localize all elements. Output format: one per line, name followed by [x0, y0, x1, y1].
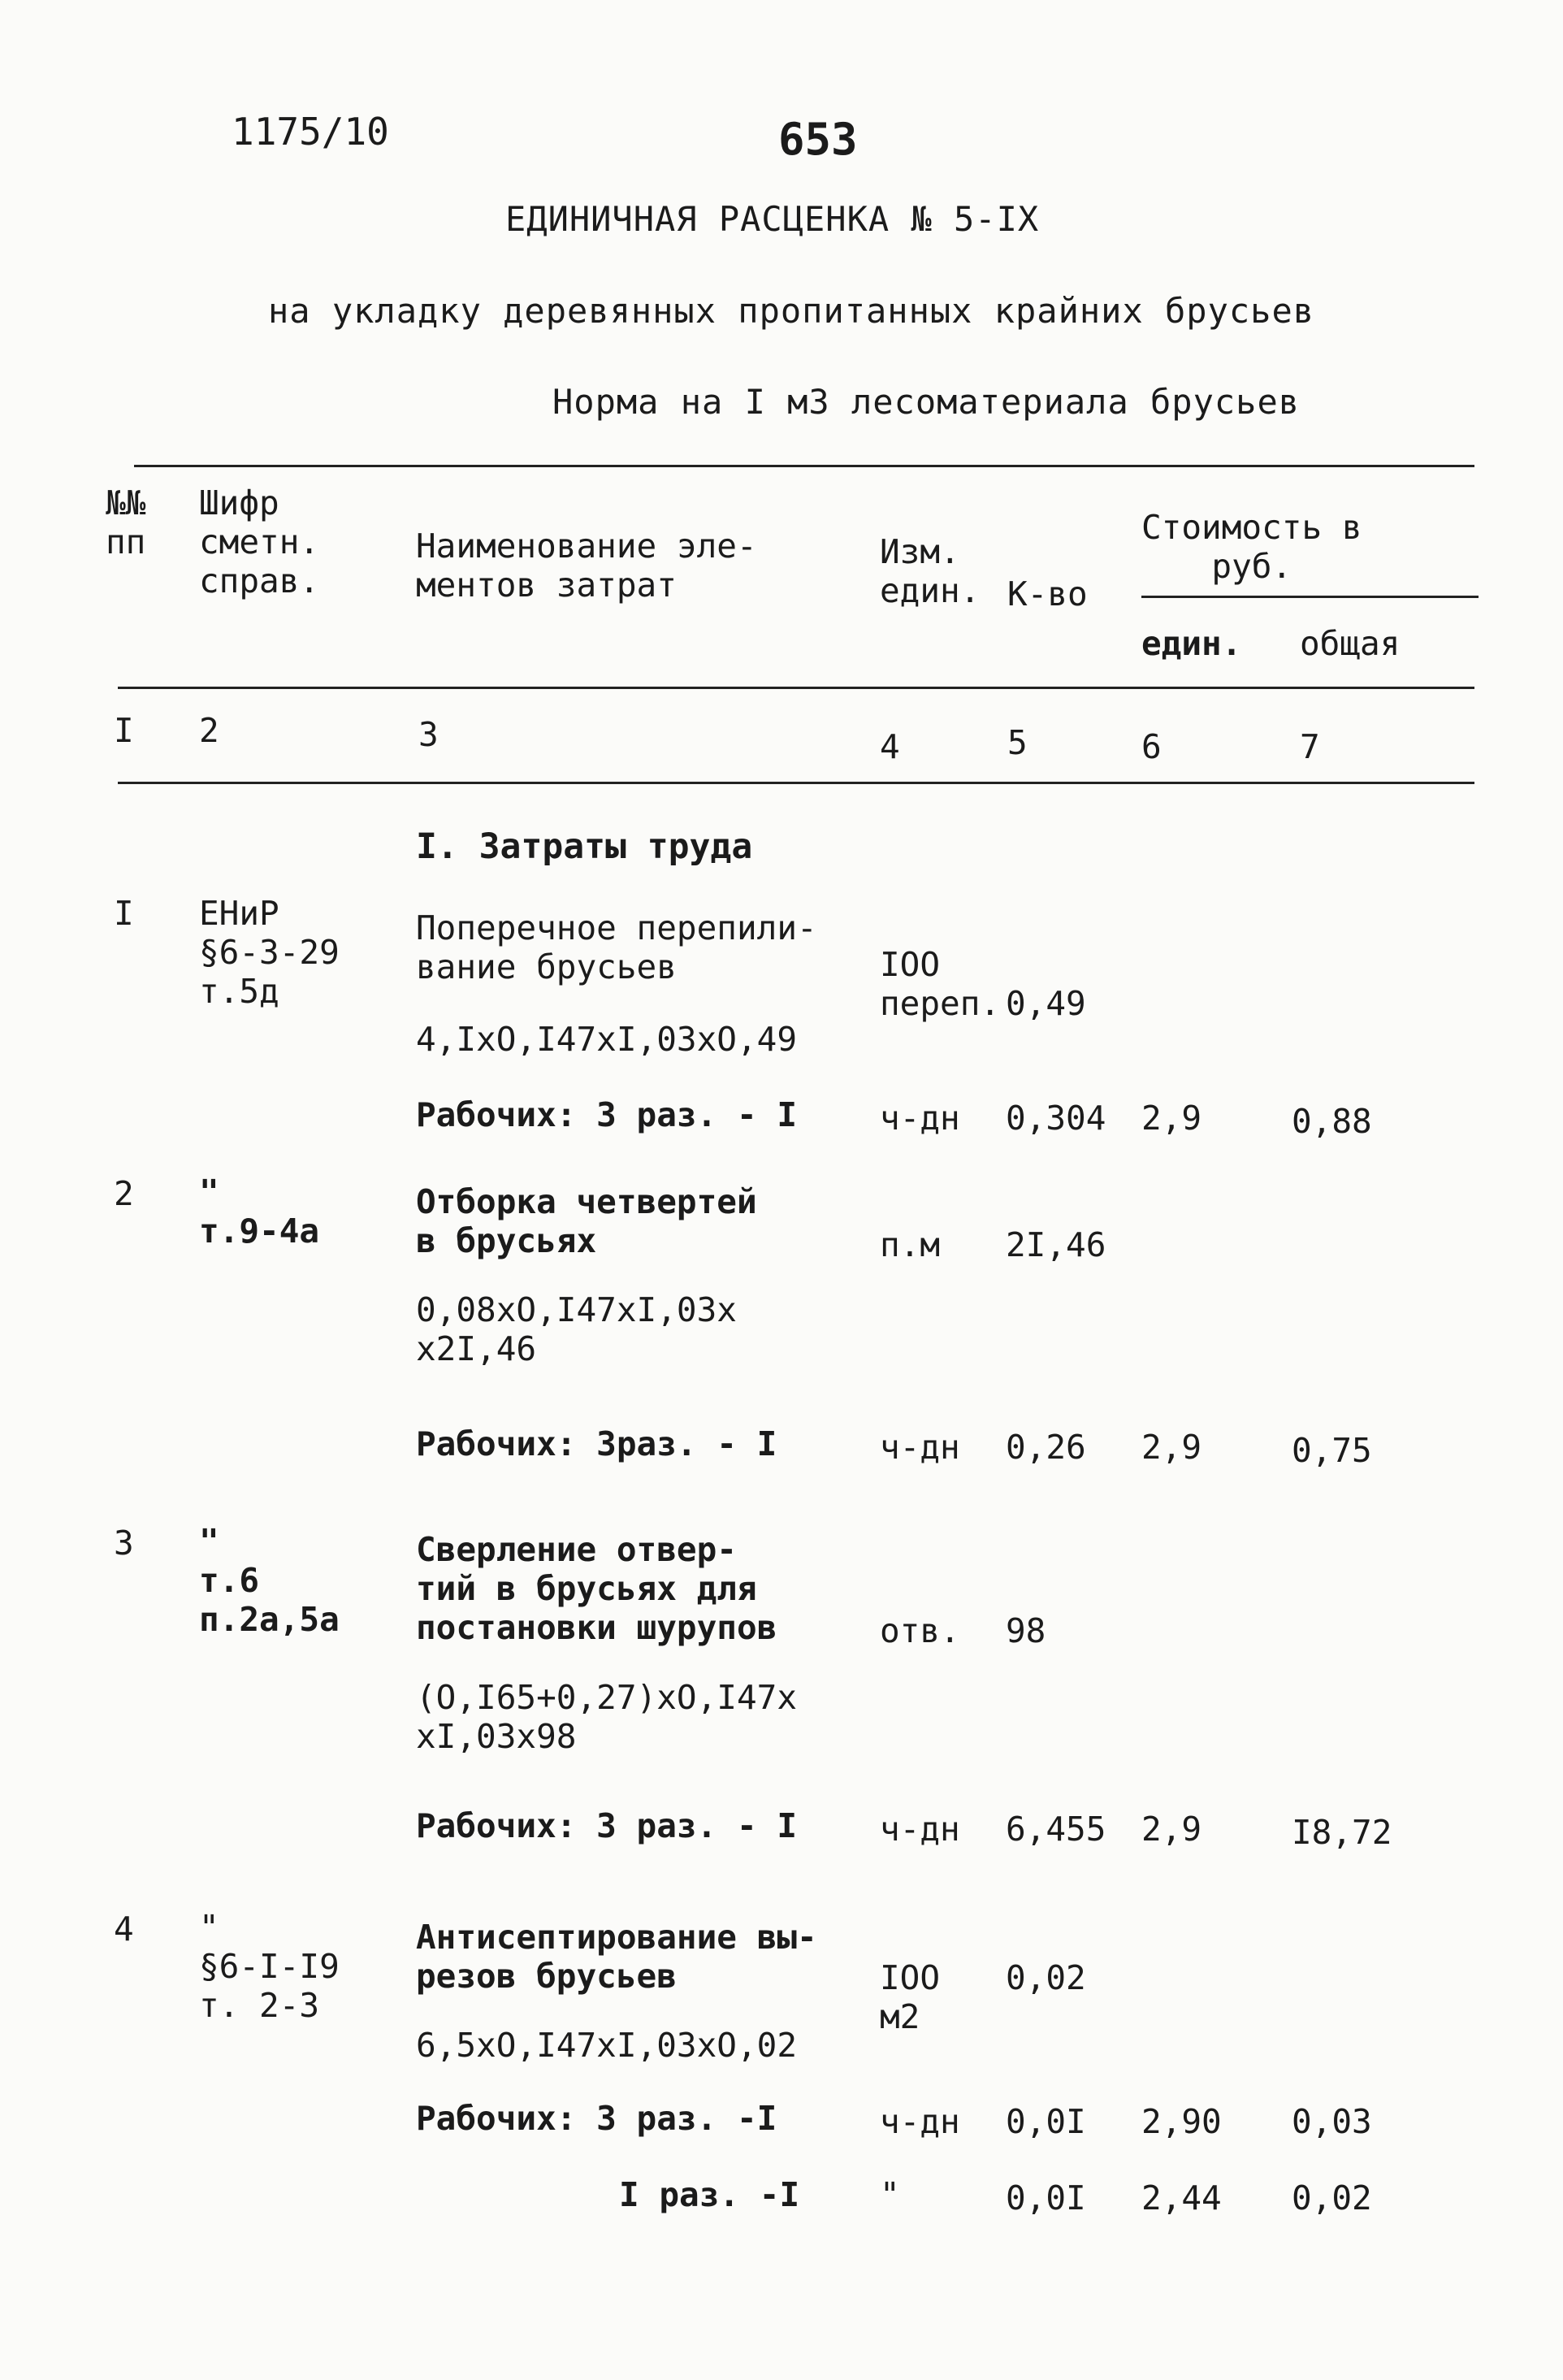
row2-labor-total: 0,75 [1292, 1431, 1372, 1470]
row4-code: " §6-I-I9 т. 2-3 [199, 1908, 340, 2025]
header-total: общая [1300, 624, 1401, 663]
col-number-4: 4 [880, 727, 900, 766]
row4-labor2-unit: " [880, 2175, 900, 2214]
row4-number: 4 [114, 1910, 134, 1949]
row3-labor-unit: ч-дн [880, 1810, 960, 1849]
row3-labor-total: I8,72 [1292, 1813, 1392, 1852]
row2-code: " т.9-4а [199, 1173, 320, 1251]
col-number-7: 7 [1300, 727, 1320, 766]
row4-labor2-label: I раз. -I [619, 2175, 800, 2214]
col-number-1: I [114, 711, 134, 750]
row4-labor2-price: 2,44 [1141, 2178, 1222, 2217]
row4-quantity: 0,02 [1006, 1958, 1086, 1997]
section-title: I. Затраты труда [416, 826, 753, 867]
row4-unit: IOO м2 [880, 1958, 941, 2036]
header-unit-price: един. [1141, 624, 1242, 663]
header-bottom-rule [118, 687, 1474, 689]
document-subtitle: на укладку деревянных пропитанных крайних брусьев [268, 291, 1315, 331]
row3-labor-price: 2,9 [1141, 1810, 1202, 1849]
row1-labor-total: 0,88 [1292, 1102, 1372, 1141]
col-number-5: 5 [1007, 723, 1028, 762]
header-name: Наименование эле- ментов затрат [416, 527, 757, 605]
header-code: Шифр сметн. справ. [199, 483, 320, 600]
row4-labor2-total: 0,02 [1292, 2178, 1372, 2217]
row4-name: Антисептирование вы- резов брусьев [416, 1918, 817, 1996]
header-cost-group: Стоимость в руб. [1141, 508, 1362, 586]
page-number: 653 [778, 114, 858, 165]
row2-labor-quantity: 0,26 [1006, 1428, 1086, 1467]
row3-labor-label: Рабочих: 3 раз. - I [416, 1806, 797, 1845]
row4-labor-total: 0,03 [1292, 2102, 1372, 2141]
row2-labor-price: 2,9 [1141, 1428, 1202, 1467]
row4-labor-quantity: 0,0I [1006, 2102, 1086, 2141]
row4-labor2-quantity: 0,0I [1006, 2178, 1086, 2217]
row3-code: " т.6 п.2а,5а [199, 1522, 340, 1639]
row3-labor-quantity: 6,455 [1006, 1810, 1106, 1849]
row3-unit: отв. [880, 1611, 960, 1650]
norm-line: Норма на I м3 лесоматериала брусьев [552, 382, 1301, 422]
row1-labor-unit: ч-дн [880, 1099, 960, 1138]
archive-number: 1175/10 [232, 110, 389, 154]
row1-quantity: 0,49 [1006, 984, 1086, 1023]
header-number: №№ пп [106, 483, 146, 561]
row1-number: I [114, 894, 134, 933]
row2-quantity: 2I,46 [1006, 1225, 1106, 1264]
row1-labor-quantity: 0,304 [1006, 1099, 1106, 1138]
row3-formula: (O,I65+0,27)хO,I47х хI,03х98 [416, 1678, 797, 1756]
row1-code: ЕНиР §6-3-29 т.5д [199, 894, 340, 1011]
document-title: ЕДИНИЧНАЯ РАСЦЕНКА № 5-IX [505, 199, 1040, 239]
col-number-3: 3 [418, 715, 439, 754]
row2-formula: 0,08хO,I47хI,03х х2I,46 [416, 1290, 737, 1368]
row4-formula: 6,5хO,I47хI,03хO,02 [416, 2026, 797, 2065]
col-number-6: 6 [1141, 727, 1162, 766]
col-number-rule [118, 782, 1474, 784]
row2-labor-label: Рабочих: 3раз. - I [416, 1424, 777, 1463]
row1-name: Поперечное перепили- вание брусьев [416, 908, 817, 986]
row4-labor-label: Рабочих: 3 раз. -I [416, 2099, 777, 2138]
row4-labor-price: 2,90 [1141, 2102, 1222, 2141]
row2-number: 2 [114, 1174, 134, 1213]
row3-quantity: 98 [1006, 1611, 1046, 1650]
row1-labor-label: Рабочих: 3 раз. - I [416, 1095, 797, 1134]
row1-labor-price: 2,9 [1141, 1099, 1202, 1138]
row2-name: Отборка четвертей в брусьях [416, 1182, 757, 1260]
row2-unit: п.м [880, 1225, 941, 1264]
cost-group-rule [1141, 596, 1479, 598]
table-top-rule [134, 465, 1474, 467]
col-number-2: 2 [199, 711, 219, 750]
header-unit: Изм. един. [880, 532, 981, 610]
row1-unit: IOO переп. [880, 945, 1001, 1023]
row4-labor-unit: ч-дн [880, 2102, 960, 2141]
header-quantity: К-во [1007, 574, 1088, 613]
row2-labor-unit: ч-дн [880, 1428, 960, 1467]
row3-name: Сверление отвер- тий в брусьях для постановки шурупов [416, 1530, 777, 1647]
row3-number: 3 [114, 1524, 134, 1563]
row1-formula: 4,IхO,I47хI,03хO,49 [416, 1020, 797, 1059]
